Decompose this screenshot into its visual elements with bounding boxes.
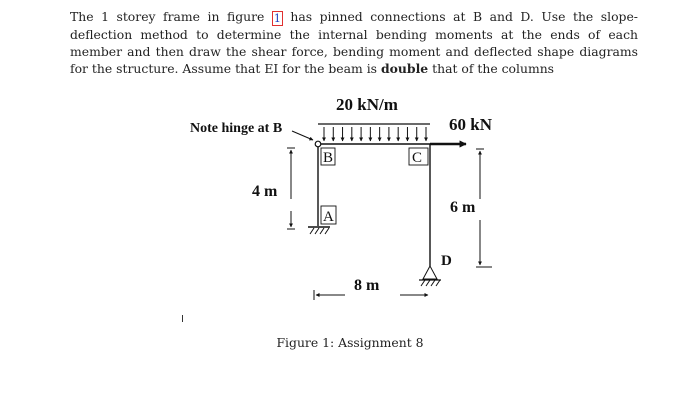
node-c-label: C [412, 150, 423, 166]
left-height-dimension [287, 148, 295, 229]
hinge-note-pointer [292, 131, 313, 140]
figure-reference-link[interactable]: 1 [273, 12, 281, 25]
node-b-label: B [323, 150, 334, 166]
hinge-note: Note hinge at B [190, 121, 283, 136]
pin-support-d-icon [419, 266, 441, 286]
node-d-label: D [441, 253, 452, 269]
question-part-2: has pinned connections at B and D. Use the slope-deflection method to determine the internal bending moments at the ends of each member and then draw the shear force, bending moment and deflected shape diagrams for the structure. Assume that EI for the beam is [70, 9, 638, 76]
node-a-label: A [323, 209, 334, 225]
fixed-support-a-icon [308, 227, 330, 234]
right-height-dimension [476, 149, 492, 267]
left-height-label: 4 m [252, 183, 278, 200]
right-height-label: 6 m [450, 199, 476, 216]
distributed-load [318, 124, 430, 141]
point-load-label: 60 kN [449, 115, 492, 134]
udl-arrows [324, 127, 426, 141]
question-emphasis: double [380, 61, 429, 76]
figure-caption: Figure 1: Assignment 8 [276, 335, 424, 350]
hinge-b-icon [315, 141, 321, 147]
question-part-3: that of the columns [432, 61, 555, 76]
stray-mark [182, 315, 183, 322]
question-part-1: The 1 storey frame in figure [70, 9, 272, 24]
udl-label: 20 kN/m [336, 95, 398, 114]
span-label: 8 m [354, 277, 380, 294]
